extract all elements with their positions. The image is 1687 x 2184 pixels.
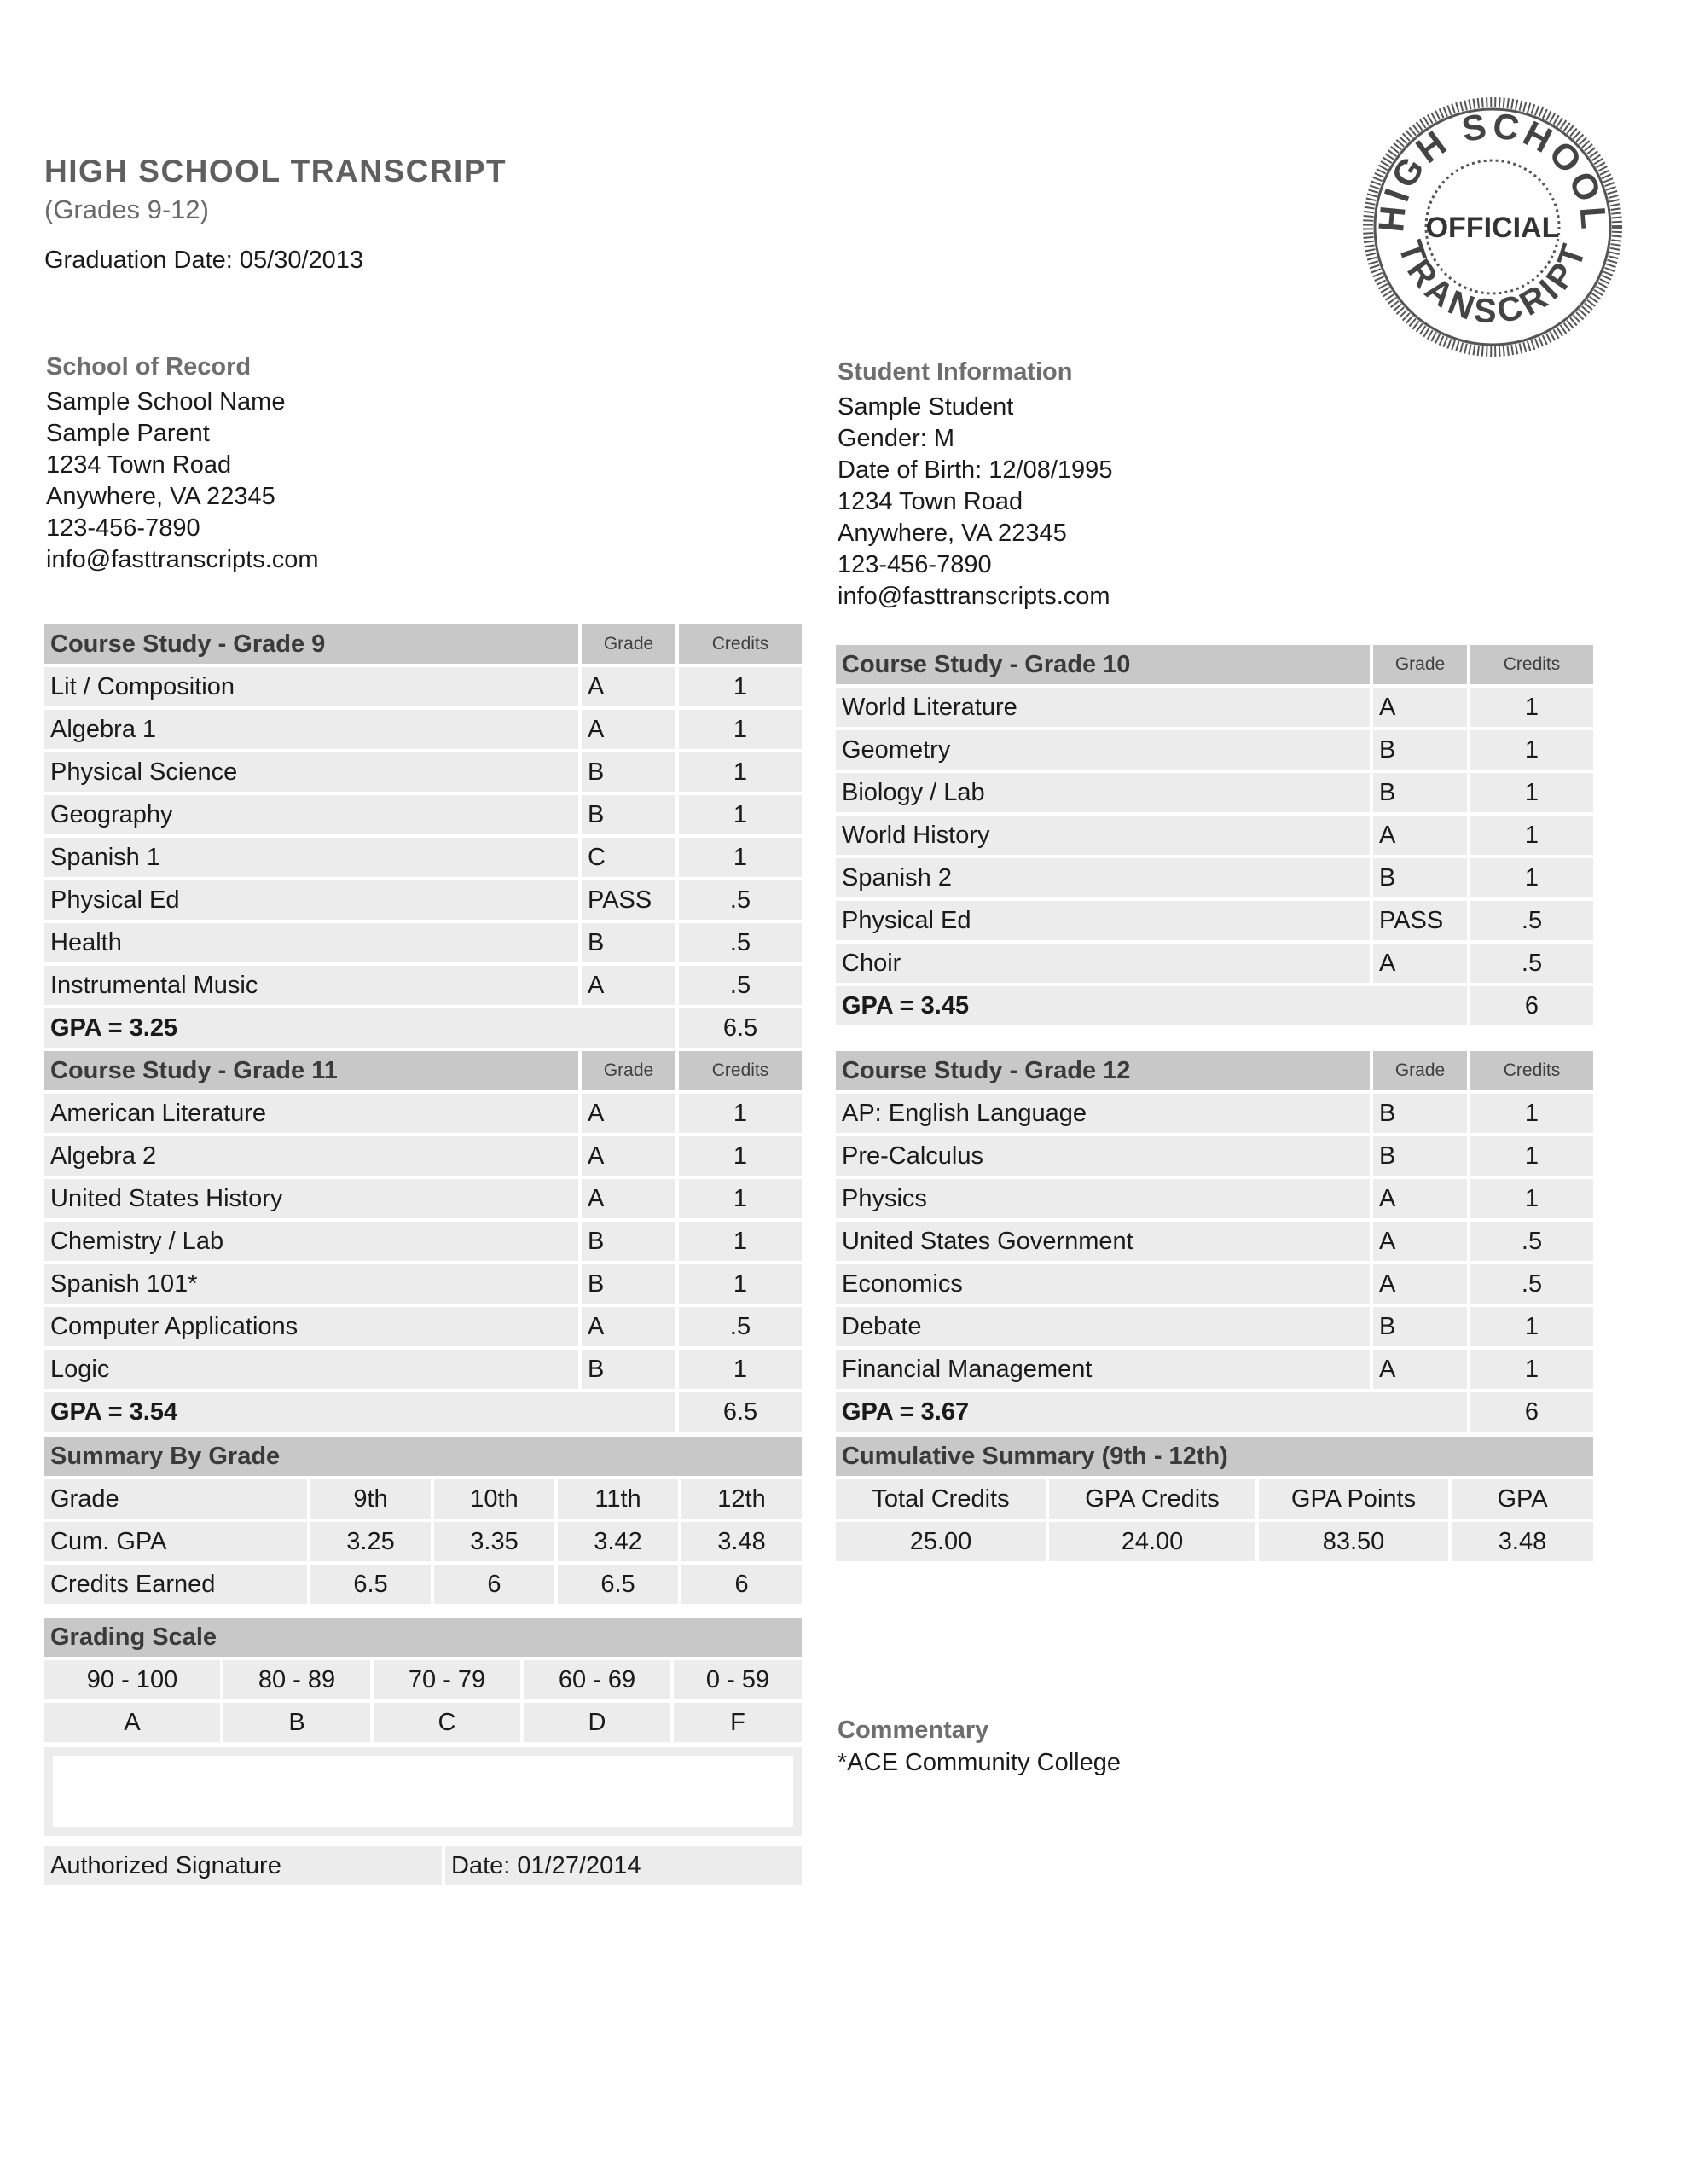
- course-name: World History: [836, 816, 1370, 855]
- signature-box: [44, 1747, 802, 1836]
- table-row: [836, 944, 1593, 983]
- table-row: [44, 880, 802, 920]
- cumulative-header: Total Credits: [836, 1479, 1046, 1519]
- table-row: [836, 688, 1593, 727]
- course-credits: 1: [675, 1264, 802, 1304]
- school-line: 1234 Town Road: [46, 451, 232, 479]
- signature-area: [53, 1756, 793, 1827]
- course-credits: .5: [675, 1307, 802, 1346]
- student-heading: Student Information: [838, 358, 1073, 386]
- cumulative-summary-table: [836, 1433, 1593, 1565]
- course-credits: 1: [1467, 1307, 1593, 1346]
- grade10-table: [836, 642, 1593, 1029]
- course-name: Chemistry / Lab: [44, 1222, 578, 1261]
- summary-label: Grade: [44, 1479, 307, 1519]
- cumulative-value: 3.48: [1448, 1522, 1593, 1561]
- table-row: [836, 1264, 1593, 1304]
- grade-column-header: Grade: [578, 1051, 675, 1090]
- table-row: [44, 1660, 802, 1699]
- grade-column-header: Grade: [1370, 645, 1467, 684]
- course-credits: .5: [675, 966, 802, 1005]
- summary-cell: 3.48: [678, 1522, 802, 1561]
- course-credits: 1: [1467, 773, 1593, 812]
- course-credits: 1: [675, 1094, 802, 1133]
- summary-title: Summary By Grade: [44, 1437, 802, 1476]
- commentary-heading: Commentary: [838, 1716, 989, 1744]
- cumulative-header: GPA Points: [1255, 1479, 1448, 1519]
- course-grade: A: [1370, 1264, 1467, 1304]
- table-row: [44, 1522, 802, 1561]
- summary-cell: 9th: [307, 1479, 431, 1519]
- student-information: [838, 358, 1112, 613]
- summary-label: Credits Earned: [44, 1565, 307, 1604]
- table-row: [836, 773, 1593, 812]
- summary-cell: 12th: [678, 1479, 802, 1519]
- course-credits: 1: [675, 795, 802, 834]
- svg-text:TRANSCRIPT: [1391, 236, 1595, 331]
- cumulative-value: 25.00: [836, 1522, 1046, 1561]
- summary-cell: 10th: [431, 1479, 554, 1519]
- credits-total: 6: [1467, 1392, 1593, 1432]
- cumulative-value: 83.50: [1255, 1522, 1448, 1561]
- student-line: Anywhere, VA 22345: [838, 520, 1067, 547]
- table-header-row: [44, 1437, 802, 1476]
- summary-cell: 3.42: [554, 1522, 678, 1561]
- gpa-row: [44, 1392, 802, 1432]
- student-line: info@fasttranscripts.com: [838, 583, 1110, 610]
- course-credits: 1: [675, 1136, 802, 1176]
- table-row: [836, 1136, 1593, 1176]
- course-grade: A: [1370, 1350, 1467, 1389]
- grading-scale-table: [44, 1614, 802, 1745]
- course-grade: B: [1370, 1136, 1467, 1176]
- course-name: Biology / Lab: [836, 773, 1370, 812]
- course-credits: 1: [1467, 1094, 1593, 1133]
- scale-letter: A: [44, 1703, 220, 1742]
- course-grade: PASS: [578, 880, 675, 920]
- gpa-value: GPA = 3.45: [836, 986, 1467, 1025]
- course-grade: A: [1370, 688, 1467, 727]
- course-credits: 1: [1467, 730, 1593, 770]
- table-row: [44, 1179, 802, 1218]
- course-credits: 1: [675, 710, 802, 749]
- table-header-row: [44, 624, 802, 664]
- credits-column-header: Credits: [1467, 1051, 1593, 1090]
- course-credits: 1: [1467, 816, 1593, 855]
- credits-column-header: Credits: [675, 624, 802, 664]
- table-row: [44, 1222, 802, 1261]
- course-credits: 1: [675, 752, 802, 792]
- course-name: Economics: [836, 1264, 1370, 1304]
- cumulative-value: 24.00: [1046, 1522, 1255, 1561]
- table-row: [44, 1307, 802, 1346]
- course-grade: A: [578, 966, 675, 1005]
- course-credits: .5: [1467, 1264, 1593, 1304]
- course-credits: 1: [675, 1350, 802, 1389]
- course-grade: B: [578, 795, 675, 834]
- course-name: Financial Management: [836, 1350, 1370, 1389]
- grade10-title: Course Study - Grade 10: [836, 645, 1370, 684]
- scale-title: Grading Scale: [44, 1618, 802, 1657]
- gpa-value: GPA = 3.25: [44, 1008, 675, 1048]
- course-name: Instrumental Music: [44, 966, 578, 1005]
- summary-cell: 6.5: [307, 1565, 431, 1604]
- course-grade: A: [578, 1136, 675, 1176]
- credits-total: 6: [1467, 986, 1593, 1025]
- commentary-text: *ACE Community College: [838, 1749, 1122, 1776]
- school-line: info@fasttranscripts.com: [46, 546, 319, 573]
- table-row: [44, 710, 802, 749]
- course-name: Physics: [836, 1179, 1370, 1218]
- grade-column-header: Grade: [578, 624, 675, 664]
- course-name: Lit / Composition: [44, 667, 578, 706]
- course-credits: 1: [675, 1179, 802, 1218]
- scale-letter: C: [370, 1703, 520, 1742]
- table-row: [836, 816, 1593, 855]
- scale-range: 0 - 59: [670, 1660, 802, 1699]
- credits-total: 6.5: [675, 1008, 802, 1048]
- course-credits: 1: [1467, 1179, 1593, 1218]
- gpa-value: GPA = 3.67: [836, 1392, 1467, 1432]
- course-credits: 1: [1467, 1136, 1593, 1176]
- course-grade: A: [1370, 816, 1467, 855]
- summary-cell: 11th: [554, 1479, 678, 1519]
- student-line: 123-456-7890: [838, 551, 992, 578]
- course-grade: C: [578, 838, 675, 877]
- table-row: [836, 858, 1593, 897]
- scale-range: 70 - 79: [370, 1660, 520, 1699]
- table-row: [44, 966, 802, 1005]
- document-subtitle: (Grades 9-12): [44, 195, 209, 224]
- course-credits: 1: [1467, 1350, 1593, 1389]
- course-credits: 1: [675, 838, 802, 877]
- course-name: Computer Applications: [44, 1307, 578, 1346]
- school-line: 123-456-7890: [46, 514, 200, 542]
- gpa-row: [44, 1008, 802, 1048]
- course-grade: A: [578, 1094, 675, 1133]
- seal-top-text: HIGH SCHOOL: [1371, 105, 1615, 234]
- course-name: Choir: [836, 944, 1370, 983]
- grade-column-header: Grade: [1370, 1051, 1467, 1090]
- student-line: Date of Birth: 12/08/1995: [838, 456, 1113, 484]
- document-title: HIGH SCHOOL TRANSCRIPT: [44, 154, 507, 189]
- school-line: Sample Parent: [46, 420, 210, 447]
- signature-date: Date: 01/27/2014: [442, 1846, 802, 1885]
- student-line: Gender: M: [838, 425, 954, 452]
- course-name: Spanish 101*: [44, 1264, 578, 1304]
- course-grade: A: [1370, 1179, 1467, 1218]
- course-name: Geography: [44, 795, 578, 834]
- gpa-row: [836, 986, 1593, 1025]
- scale-range: 90 - 100: [44, 1660, 220, 1699]
- course-name: Logic: [44, 1350, 578, 1389]
- scale-letter: B: [220, 1703, 370, 1742]
- table-row: [836, 1179, 1593, 1218]
- table-row: [44, 1136, 802, 1176]
- scale-letter: D: [520, 1703, 670, 1742]
- course-credits: .5: [1467, 1222, 1593, 1261]
- course-credits: 1: [675, 667, 802, 706]
- scale-range: 60 - 69: [520, 1660, 670, 1699]
- course-credits: .5: [675, 880, 802, 920]
- course-credits: 1: [1467, 858, 1593, 897]
- gpa-row: [836, 1392, 1593, 1432]
- table-row: [44, 1264, 802, 1304]
- table-row: [836, 1222, 1593, 1261]
- table-row: [836, 1522, 1593, 1561]
- grade11-title: Course Study - Grade 11: [44, 1051, 578, 1090]
- course-grade: A: [1370, 944, 1467, 983]
- table-row: [44, 838, 802, 877]
- summary-cell: 3.35: [431, 1522, 554, 1561]
- course-credits: .5: [1467, 944, 1593, 983]
- credits-column-header: Credits: [675, 1051, 802, 1090]
- grade9-title: Course Study - Grade 9: [44, 624, 578, 664]
- school-line: Sample School Name: [46, 388, 286, 415]
- scale-letter: F: [670, 1703, 802, 1742]
- table-row: [836, 1479, 1593, 1519]
- seal-bottom-text: TRANSCRIPT: [1390, 235, 1595, 331]
- cumulative-title: Cumulative Summary (9th - 12th): [836, 1437, 1593, 1476]
- scale-range: 80 - 89: [220, 1660, 370, 1699]
- course-name: United States Government: [836, 1222, 1370, 1261]
- table-row: [44, 1703, 802, 1742]
- course-name: Physical Ed: [836, 901, 1370, 940]
- summary-cell: 6.5: [554, 1565, 678, 1604]
- school-of-record: [46, 353, 319, 576]
- course-name: World Literature: [836, 688, 1370, 727]
- course-grade: B: [1370, 730, 1467, 770]
- graduation-date: Graduation Date: 05/30/2013: [44, 247, 364, 274]
- course-grade: B: [578, 923, 675, 962]
- course-name: Spanish 1: [44, 838, 578, 877]
- grade9-table: [44, 621, 802, 1051]
- summary-cell: 3.25: [307, 1522, 431, 1561]
- table-header-row: [836, 645, 1593, 684]
- table-row: [836, 730, 1593, 770]
- course-name: Spanish 2: [836, 858, 1370, 897]
- course-grade: A: [578, 710, 675, 749]
- table-row: [44, 923, 802, 962]
- course-grade: B: [578, 1222, 675, 1261]
- course-name: Physical Ed: [44, 880, 578, 920]
- gpa-value: GPA = 3.54: [44, 1392, 675, 1432]
- signature-label: Authorized Signature: [44, 1846, 442, 1885]
- course-credits: .5: [675, 923, 802, 962]
- table-row: [44, 1846, 802, 1885]
- summary-cell: 6: [431, 1565, 554, 1604]
- course-credits: 1: [675, 1222, 802, 1261]
- student-line: Sample Student: [838, 393, 1014, 421]
- credits-column-header: Credits: [1467, 645, 1593, 684]
- course-grade: B: [578, 752, 675, 792]
- seal-center-text: OFFICIAL: [1425, 212, 1560, 244]
- course-name: American Literature: [44, 1094, 578, 1133]
- summary-label: Cum. GPA: [44, 1522, 307, 1561]
- course-grade: B: [578, 1264, 675, 1304]
- cumulative-header: GPA: [1448, 1479, 1593, 1519]
- grade12-table: [836, 1048, 1593, 1435]
- signature-table: [44, 1843, 802, 1889]
- course-credits: 1: [1467, 688, 1593, 727]
- course-name: AP: English Language: [836, 1094, 1370, 1133]
- summary-cell: 6: [678, 1565, 802, 1604]
- credits-total: 6.5: [675, 1392, 802, 1432]
- table-row: [44, 1094, 802, 1133]
- course-grade: B: [578, 1350, 675, 1389]
- table-row: [836, 901, 1593, 940]
- official-seal: [1361, 96, 1624, 358]
- course-grade: A: [578, 667, 675, 706]
- school-heading: School of Record: [46, 353, 252, 380]
- seal-graphic: [1361, 96, 1624, 358]
- course-name: United States History: [44, 1179, 578, 1218]
- table-row: [836, 1350, 1593, 1389]
- course-name: Debate: [836, 1307, 1370, 1346]
- student-line: 1234 Town Road: [838, 488, 1023, 515]
- table-row: [44, 667, 802, 706]
- cumulative-header: GPA Credits: [1046, 1479, 1255, 1519]
- table-row: [836, 1094, 1593, 1133]
- course-name: Health: [44, 923, 578, 962]
- course-name: Algebra 1: [44, 710, 578, 749]
- course-grade: B: [1370, 1094, 1467, 1133]
- course-name: Geometry: [836, 730, 1370, 770]
- table-header-row: [44, 1618, 802, 1657]
- course-name: Pre-Calculus: [836, 1136, 1370, 1176]
- table-row: [44, 1350, 802, 1389]
- course-name: Algebra 2: [44, 1136, 578, 1176]
- course-grade: B: [1370, 773, 1467, 812]
- grade12-title: Course Study - Grade 12: [836, 1051, 1370, 1090]
- course-grade: B: [1370, 858, 1467, 897]
- course-credits: .5: [1467, 901, 1593, 940]
- course-grade: PASS: [1370, 901, 1467, 940]
- summary-by-grade-table: [44, 1433, 802, 1607]
- table-row: [836, 1307, 1593, 1346]
- table-row: [44, 795, 802, 834]
- course-grade: B: [1370, 1307, 1467, 1346]
- school-line: Anywhere, VA 22345: [46, 483, 275, 510]
- table-header-row: [44, 1051, 802, 1090]
- course-grade: A: [578, 1179, 675, 1218]
- table-row: [44, 752, 802, 792]
- table-header-row: [836, 1051, 1593, 1090]
- table-row: [44, 1479, 802, 1519]
- grade11-table: [44, 1048, 802, 1435]
- course-grade: A: [1370, 1222, 1467, 1261]
- table-header-row: [836, 1437, 1593, 1476]
- course-grade: A: [578, 1307, 675, 1346]
- course-name: Physical Science: [44, 752, 578, 792]
- table-row: [44, 1565, 802, 1604]
